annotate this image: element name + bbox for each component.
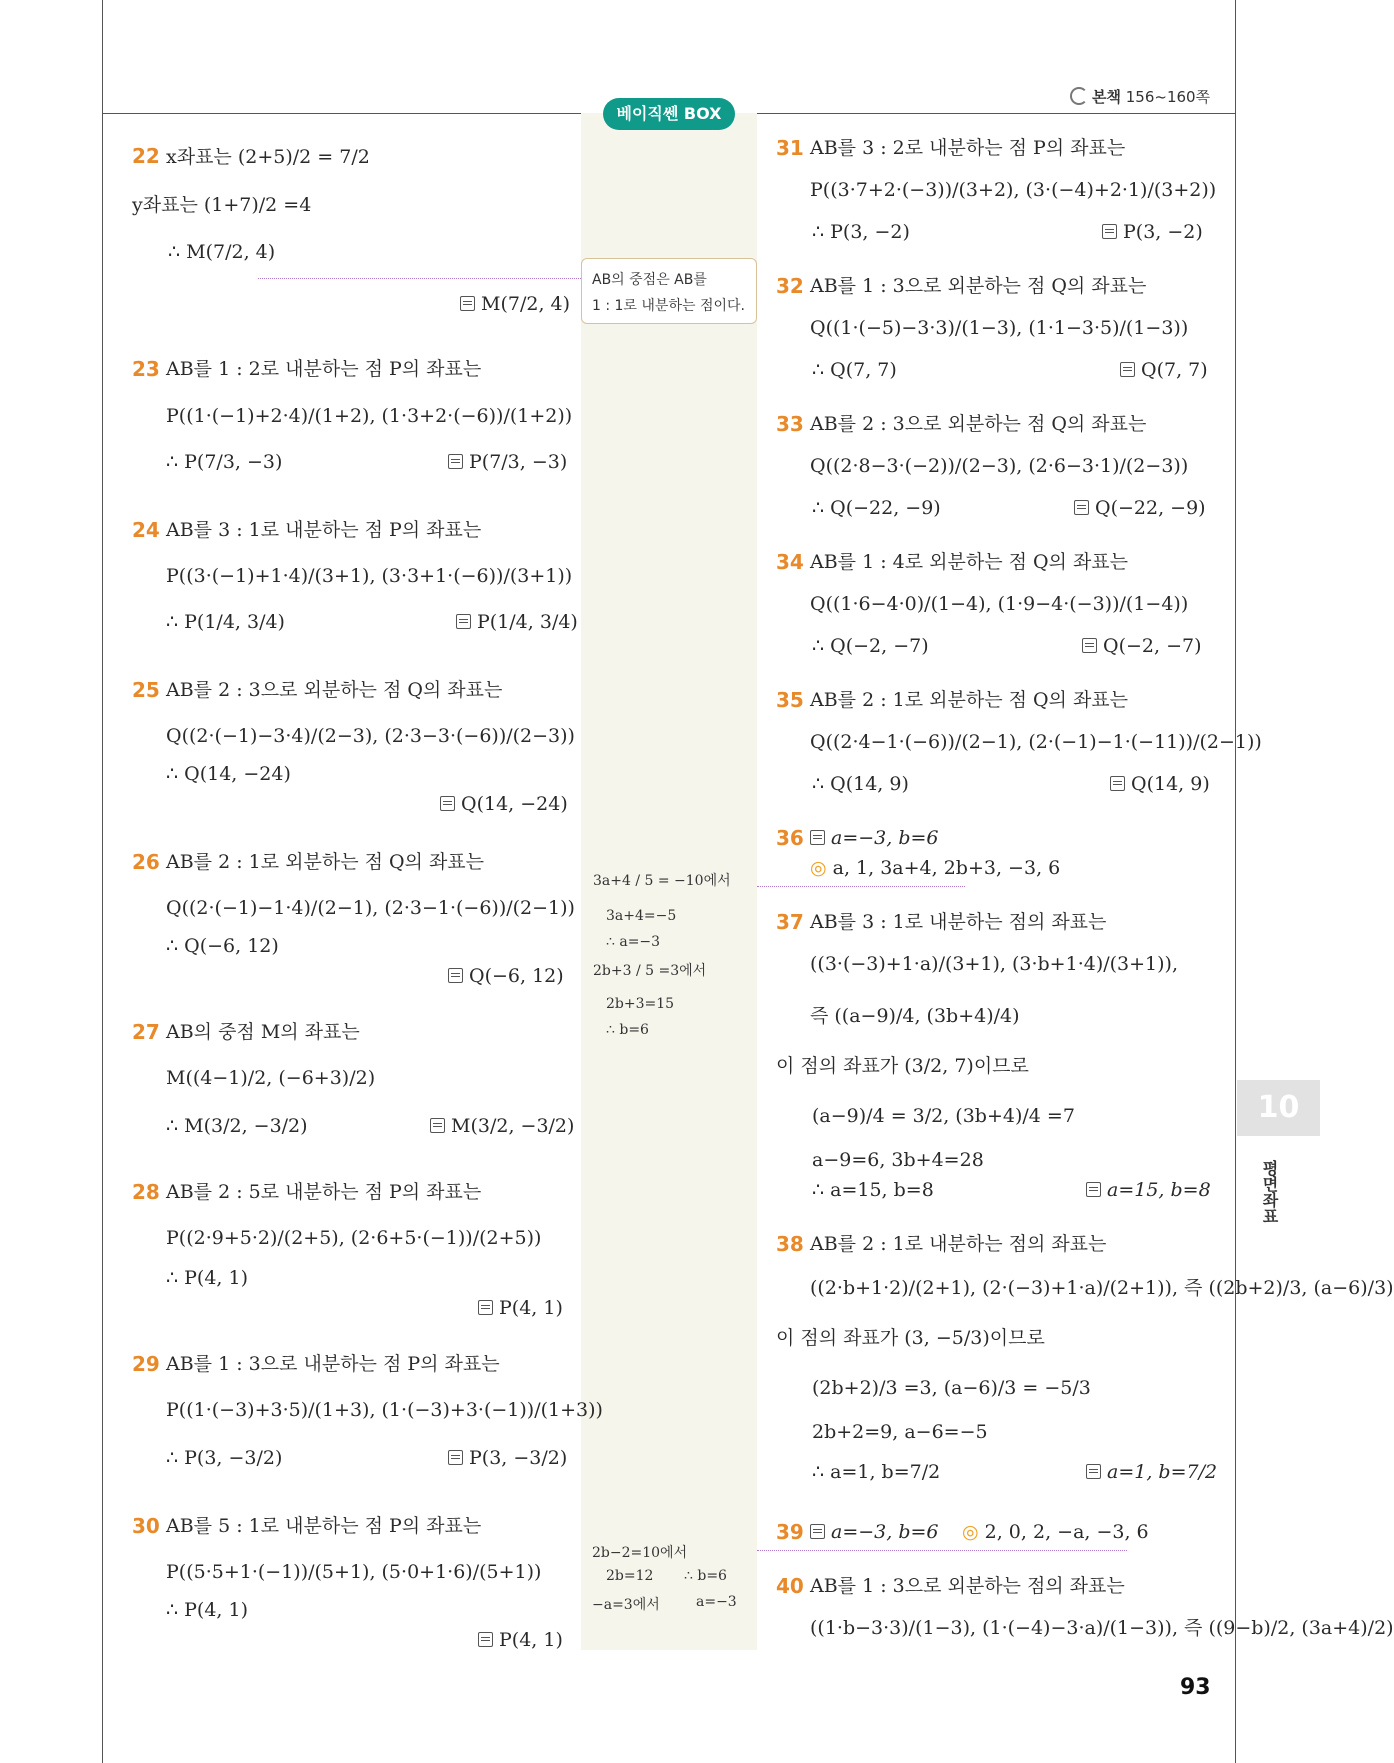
solution-line: ◎ a, 1, 3a+4, 2b+3, −3, 6 [810,857,1061,879]
solution-line: ∴ Q(7, 7) [812,359,897,381]
solution-line: AB를 5 : 1로 내분하는 점 P의 좌표는 [166,1515,482,1537]
solution-line: AB를 3 : 1로 내분하는 점의 좌표는 [810,911,1107,933]
answer-icon [1086,1182,1101,1197]
answer-icon [810,830,825,845]
solution-line: (a−9)/4 = 3/2, (3b+4)/4 =7 [812,1105,1075,1127]
problem-number: 25 [132,678,160,702]
solution-line: 즉 ((a−9)/4, (3b+4)/4) [810,1005,1020,1027]
answer: Q(14, 9) [1110,772,1210,796]
solution-line: M((4−1)/2, (−6+3)/2) [166,1067,376,1089]
problem-number: 24 [132,518,160,542]
problem-number: 22 [132,144,160,168]
solution-line: P((2·9+5·2)/(2+5), (2·6+5·(−1))/(2+5)) [166,1227,542,1249]
side-note-line: 3a+4 / 5 = −10에서 [593,873,731,889]
chapter-title: 평면좌표 [1260,1160,1279,1224]
solution-line: Q((2·4−1·(−6))/(2−1), (2·(−1)−1·(−11))/(2−1)) [810,731,1262,753]
solution-line: ∴ Q(−6, 12) [166,935,279,957]
book-icon [1070,87,1088,105]
solution-line: 이 점의 좌표가 (3/2, 7)이므로 [776,1055,1029,1077]
solution-line: ((1·b−3·3)/(1−3), (1·(−4)−3·a)/(1−3)), 즉 ((9−b)/2, (3a+4)/2) [810,1617,1394,1639]
answer: Q(14, −24) [440,792,568,816]
connector-39 [757,1550,1127,1551]
problem-number: 40 [776,1574,804,1598]
side-note-line: a=−3 [696,1594,737,1610]
solution-line: 이 점의 좌표가 (3, −5/3)이므로 [776,1327,1045,1349]
solution-line: AB를 1 : 3으로 내분하는 점 P의 좌표는 [166,1353,500,1375]
right-margin-line [1235,0,1236,1763]
solution-line: ∴ P(4, 1) [166,1599,248,1621]
solution-line: P((1·(−3)+3·5)/(1+3), (1·(−3)+3·(−1))/(1+3)) [166,1399,603,1421]
answer-icon [1110,776,1125,791]
chapter-number-tab: 10 [1237,1080,1320,1136]
solution-line: Q((2·8−3·(−2))/(2−3), (2·6−3·1)/(2−3)) [810,455,1189,477]
solution-line: ∴ P(3, −2) [812,221,910,243]
connector-36 [757,886,965,887]
answer-icon [1102,224,1117,239]
answer-icon [1120,362,1135,377]
solution-line: AB를 1 : 3으로 외분하는 점 Q의 좌표는 [810,275,1147,297]
side-note-line: 2b−2=10에서 [592,1545,688,1561]
solution-line: AB를 2 : 1로 외분하는 점 Q의 좌표는 [166,851,485,873]
side-note-line: 2b+3=15 [606,996,675,1012]
tip-box [581,258,757,324]
solution-line: ∴ a=15, b=8 [812,1179,934,1201]
solution-line: AB를 3 : 1로 내분하는 점 P의 좌표는 [166,519,482,541]
problem-number: 35 [776,688,804,712]
answer-icon [478,1300,493,1315]
answer: P(1/4, 3/4) [456,610,578,634]
solution-line: Q((2·(−1)−1·4)/(2−1), (2·3−1·(−6))/(2−1)) [166,897,575,919]
reference-pages: 본책 156~160쪽 [1070,86,1210,107]
solution-line: ((3·(−3)+1·a)/(3+1), (3·b+1·4)/(3+1)), [810,953,1179,975]
solution-line: ◎ 2, 0, 2, −a, −3, 6 [962,1521,1149,1543]
solution-line: AB를 1 : 3으로 외분하는 점의 좌표는 [810,1575,1125,1597]
problem-number: 31 [776,136,804,160]
answer-icon [448,968,463,983]
problem-number: 30 [132,1514,160,1538]
answer-icon [1074,500,1089,515]
solution-line: AB를 3 : 2로 내분하는 점 P의 좌표는 [810,137,1126,159]
problem-number: 23 [132,357,160,381]
answer-icon [460,296,475,311]
answer: a=−3, b=6 [810,826,939,850]
answer-icon [478,1632,493,1647]
answer-icon [440,796,455,811]
side-note-line: 2b=12 [606,1568,654,1584]
solution-line: P((1·(−1)+2·4)/(1+2), (1·3+2·(−6))/(1+2)) [166,405,573,427]
page-number: 93 [1180,1675,1211,1700]
solution-line: AB를 2 : 5로 내분하는 점 P의 좌표는 [166,1181,482,1203]
side-note-line: ∴ b=6 [606,1022,649,1038]
problem-number: 36 [776,826,804,850]
problem-number: 27 [132,1020,160,1044]
solution-line: ∴ M(7/2, 4) [168,241,276,263]
solution-line: ((2·b+1·2)/(2+1), (2·(−3)+1·a)/(2+1)), 즉 ((2b+2)/3, (a−6)/3) [810,1277,1394,1299]
solution-line: ∴ P(3, −3/2) [166,1447,283,1469]
solution-line: AB를 2 : 1로 내분하는 점의 좌표는 [810,1233,1107,1255]
problem-number: 39 [776,1520,804,1544]
solution-line: AB를 2 : 1로 외분하는 점 Q의 좌표는 [810,689,1129,711]
side-note-line: ∴ b=6 [684,1568,727,1584]
solution-line: y좌표는 (1+7)/2 =4 [132,194,312,216]
side-note-line: 2b+3 / 5 =3에서 [593,963,707,979]
solution-line: ∴ Q(−22, −9) [812,497,941,519]
answer-icon [448,454,463,469]
problem-number: 37 [776,910,804,934]
answer: Q(−2, −7) [1082,634,1202,658]
problem-number: 29 [132,1352,160,1376]
answer: Q(−6, 12) [448,964,564,988]
solution-line: (2b+2)/3 =3, (a−6)/3 = −5/3 [812,1377,1091,1399]
solution-line: AB를 2 : 3으로 외분하는 점 Q의 좌표는 [810,413,1147,435]
solution-line: ∴ P(7/3, −3) [166,451,283,473]
side-note-line: 3a+4=−5 [606,908,677,924]
solution-line: P((3·7+2·(−3))/(3+2), (3·(−4)+2·1)/(3+2)) [810,179,1217,201]
answer-icon [810,1524,825,1539]
solution-line: ∴ P(1/4, 3/4) [166,611,285,633]
solution-line: Q((1·6−4·0)/(1−4), (1·9−4·(−3))/(1−4)) [810,593,1189,615]
target-icon: ◎ [962,1521,979,1543]
basic-box-badge: 베이직쎈 BOX [603,98,735,130]
answer: P(7/3, −3) [448,450,567,474]
solution-line: AB의 중점 M의 좌표는 [166,1021,360,1043]
answer: Q(−22, −9) [1074,496,1206,520]
answer-icon [1082,638,1097,653]
solution-line: P((3·(−1)+1·4)/(3+1), (3·3+1·(−6))/(3+1)) [166,565,573,587]
solution-line: x좌표는 (2+5)/2 = 7/2 [166,146,370,168]
answer-icon [430,1118,445,1133]
answer: Q(7, 7) [1120,358,1208,382]
answer-icon [456,614,471,629]
answer-icon [448,1450,463,1465]
solution-line: ∴ Q(−2, −7) [812,635,929,657]
solution-line: P((5·5+1·(−1))/(5+1), (5·0+1·6)/(5+1)) [166,1561,542,1583]
connector-22 [258,278,581,279]
solution-line: ∴ a=1, b=7/2 [812,1461,941,1483]
solution-line: Q((1·(−5)−3·3)/(1−3), (1·1−3·5)/(1−3)) [810,317,1189,339]
solution-line: AB를 1 : 2로 내분하는 점 P의 좌표는 [166,358,482,380]
solution-line: ∴ Q(14, −24) [166,763,291,785]
answer: P(3, −2) [1102,220,1203,244]
answer: a=15, b=8 [1086,1178,1211,1202]
solution-line: ∴ P(4, 1) [166,1267,248,1289]
solution-line: ∴ Q(14, 9) [812,773,909,795]
answer: a=−3, b=6 [810,1520,939,1544]
solution-line: AB를 1 : 4로 외분하는 점 Q의 좌표는 [810,551,1129,573]
problem-number: 32 [776,274,804,298]
answer: P(4, 1) [478,1628,563,1652]
answer: M(7/2, 4) [460,292,570,316]
solution-line: Q((2·(−1)−3·4)/(2−3), (2·3−3·(−6))/(2−3)) [166,725,575,747]
problem-number: 33 [776,412,804,436]
tip-line-1: AB의 중점은 AB를 [592,272,707,288]
tip-line-2: 1 : 1로 내분하는 점이다. [592,298,745,314]
solution-line: AB를 2 : 3으로 외분하는 점 Q의 좌표는 [166,679,503,701]
side-note-line: ∴ a=−3 [606,934,661,950]
problem-number: 26 [132,850,160,874]
answer: P(4, 1) [478,1296,563,1320]
target-icon: ◎ [810,857,827,879]
solution-line: ∴ M(3/2, −3/2) [166,1115,308,1137]
problem-number: 38 [776,1232,804,1256]
side-note-line: −a=3에서 [592,1597,660,1613]
answer-icon [1086,1464,1101,1479]
answer: M(3/2, −3/2) [430,1114,574,1138]
answer: a=1, b=7/2 [1086,1460,1217,1484]
answer: P(3, −3/2) [448,1446,567,1470]
problem-number: 28 [132,1180,160,1204]
solution-line: a−9=6, 3b+4=28 [812,1149,984,1171]
left-margin-line [102,0,103,1763]
solution-line: 2b+2=9, a−6=−5 [812,1421,988,1443]
problem-number: 34 [776,550,804,574]
